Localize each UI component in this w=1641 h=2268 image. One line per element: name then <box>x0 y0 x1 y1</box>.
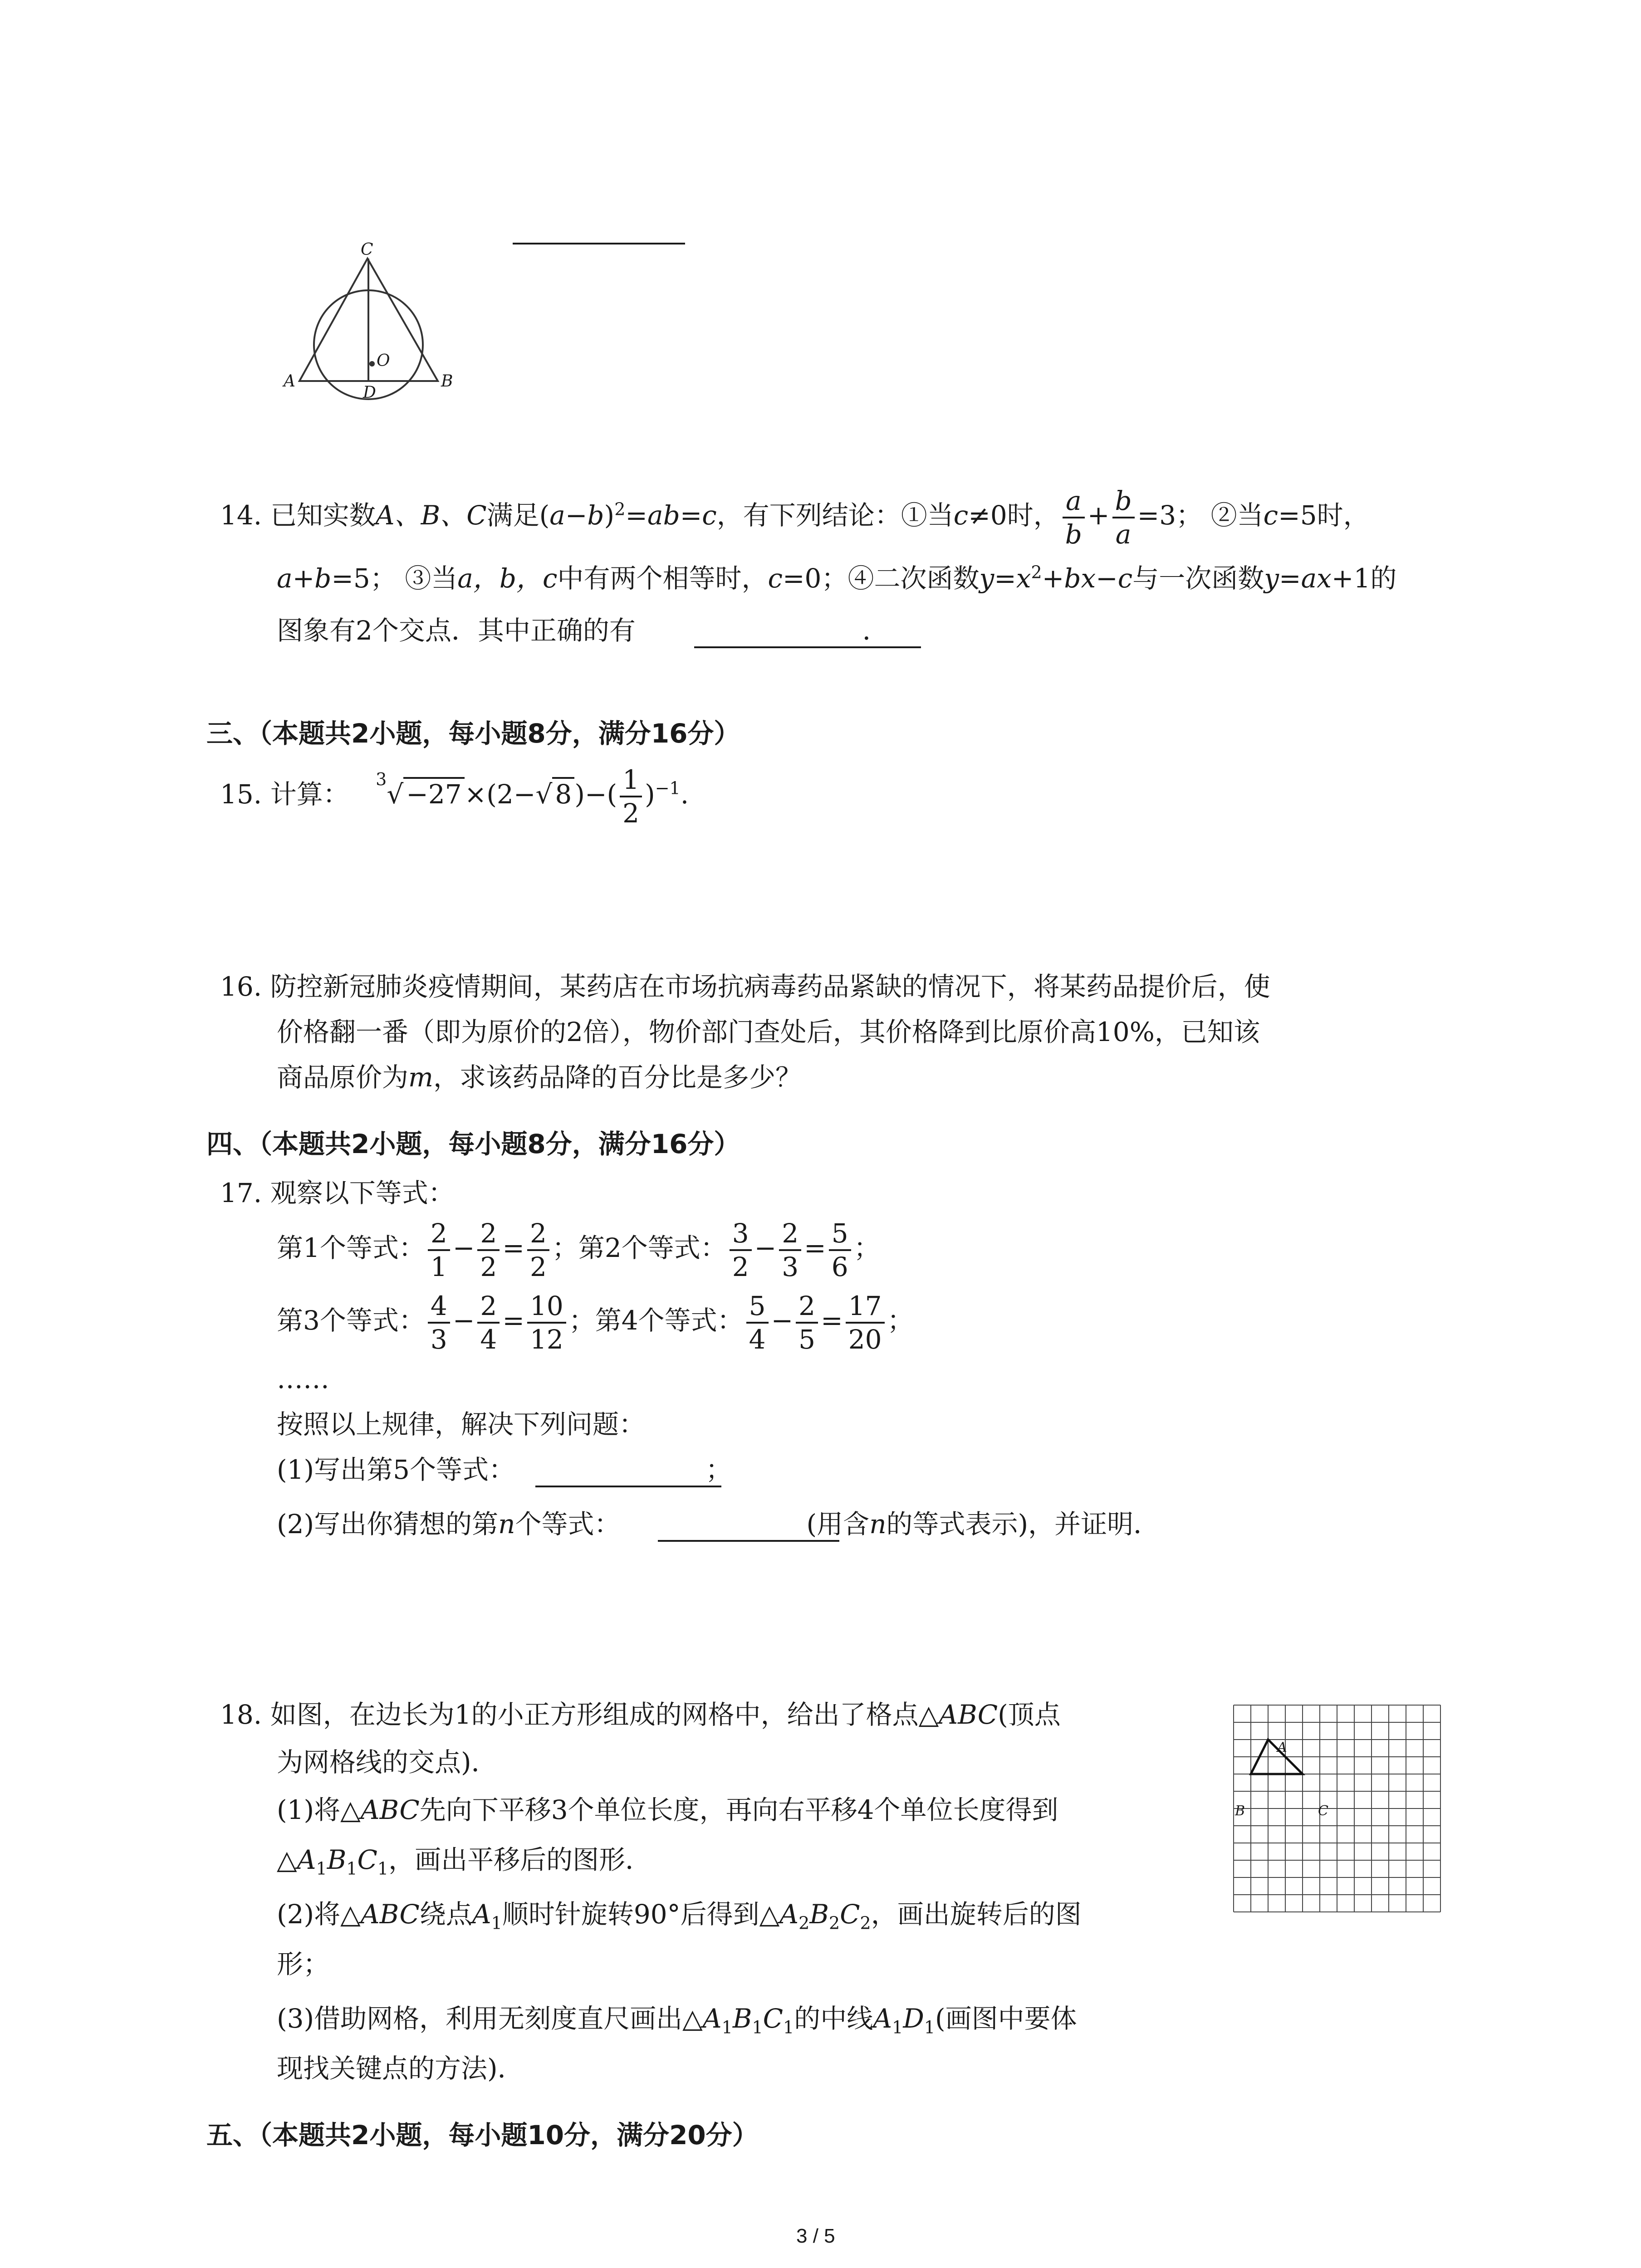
q18-part1-line1: (1)将△ABC先向下平移3个单位长度，再向右平移4个单位长度得到 <box>277 1794 1058 1825</box>
q17-eq1-frac-b: $\frac{2}{2}$ <box>477 1220 500 1280</box>
q17-eq2-frac-a: $\frac{3}{2}$ <box>730 1220 752 1280</box>
q18-part3-line2: 现找关键点的方法)． <box>277 2053 524 2084</box>
q18-line2: 为网格线的交点)． <box>277 1747 498 1778</box>
q17-eq1-frac-c: $\frac{2}{2}$ <box>527 1220 549 1280</box>
q18-label-a: A <box>1277 1740 1287 1755</box>
q15-frac-half: $\frac{1}{2}$ <box>620 767 642 826</box>
q14-frac-a-over-b: $\frac{a}{b}$ <box>1063 488 1085 547</box>
q13-label-a: A <box>284 372 295 391</box>
q18-part2-line2: 形； <box>277 1949 330 1980</box>
q17-eq3-frac-a: $\frac{4}{3}$ <box>428 1293 450 1353</box>
q14-frac-b-over-a: $\frac{b}{a}$ <box>1112 488 1135 547</box>
section-4-heading: 四、（本题共2小题，每小题8分，满分16分） <box>206 1129 740 1159</box>
q14-line1: 14. 已知实数A、B、C满足$(a-b)^2=ab=c$，有下列结论：①当c≠0时， $\frac{a}{b}$ + $\frac{b}{a}$ =3； ②当c=5时， <box>220 485 1370 550</box>
q16-line1: 16. 防控新冠肺炎疫情期间，某药店在市场抗病毒药品紧缺的情况下，将某药品提价后，使 <box>220 971 1270 1002</box>
q17-part2-blank[interactable] <box>658 1540 839 1542</box>
q13-circle-triangle-figure <box>286 245 476 426</box>
q18-part3-line1: (3)借助网格，利用无刻度直尺画出$\triangle A_1B_1C_1$的中线$A_1D_1$(画图中要体 <box>277 2003 1077 2038</box>
q17-intro: 17. 观察以下等式： <box>220 1178 455 1208</box>
q17-eq2-frac-b: $\frac{2}{3}$ <box>779 1220 801 1280</box>
q17-eq-row1: 第1个等式： $\frac{2}{1}$ − $\frac{2}{2}$ = $\frac{2}{2}$ ；第2个等式： $\frac{3}{2}$ − $\frac{2}{3}$ = $\frac{5}{6}$ ； <box>277 1218 880 1282</box>
q18-label-b: B <box>1235 1803 1245 1819</box>
q17-eq4-frac-c: $\frac{17}{20}$ <box>846 1293 885 1353</box>
q18-line1: 18. 如图，在边长为1的小正方形组成的网格中，给出了格点△ABC(顶点 <box>220 1699 1061 1730</box>
q13-label-d: D <box>363 383 376 402</box>
q17-part2: (2)写出你猜想的第n个等式： (用含n的等式表示)，并证明． <box>277 1509 1160 1540</box>
q17-rule: 按照以上规律，解决下列问题： <box>277 1409 646 1440</box>
q17-dots: …… <box>277 1364 329 1394</box>
q17-eq4-frac-a: $\frac{5}{4}$ <box>746 1293 769 1353</box>
q18-grid-figure <box>1232 1703 1445 1916</box>
q18-part2-line1: (2)将△ABC绕点$A_1$顺时针旋转90°后得到$\triangle A_2B_2C_2$，画出旋转后的图 <box>277 1899 1082 1933</box>
q15-line: 15. 计算： $^3$√ −27 ×(2−√ 8 )−( $\frac{1}{2}$ )$^{-1}$. <box>220 764 689 829</box>
q13-label-c: C <box>361 240 373 259</box>
q14-line3: 图象有2个交点．其中正确的有 ． <box>277 615 889 646</box>
q15-root-index: 3 <box>376 769 387 789</box>
q17-part1: (1)写出第5个等式： ； <box>277 1454 732 1485</box>
q18-label-c: C <box>1318 1803 1328 1819</box>
q15-cube-root: √ −27 <box>387 777 464 810</box>
q17-eq4-frac-b: $\frac{2}{5}$ <box>796 1293 818 1353</box>
q16-line2: 价格翻一番（即为原价的2倍），物价部门查处后，其价格降到比原价高10%，已知该 <box>277 1017 1260 1047</box>
section-5-heading: 五、（本题共2小题，每小题10分，满分20分） <box>206 2120 759 2151</box>
q17-eq1-frac-a: $\frac{2}{1}$ <box>428 1220 450 1280</box>
q13-label-o: O <box>377 352 390 370</box>
section-3-heading: 三、（本题共2小题，每小题8分，满分16分） <box>206 718 740 749</box>
q17-eq2-frac-c: $\frac{5}{6}$ <box>829 1220 851 1280</box>
q14-line2: a+b=5； ③当a，b，c中有两个相等时，c=0；④二次函数$y=x^2+bx-c$与一次函数y=ax+1的 <box>277 562 1397 594</box>
q17-eq3-frac-c: $\frac{10}{12}$ <box>527 1293 566 1353</box>
q15-sqrt-8: √ 8 <box>535 777 574 810</box>
q18-part1-line2: $\triangle A_1B_1C_1$，画出平移后的图形． <box>277 1844 652 1879</box>
q13-answer-blank[interactable] <box>513 243 685 244</box>
q14-answer-blank[interactable] <box>694 646 921 648</box>
q17-part1-blank[interactable] <box>535 1486 721 1487</box>
q13-label-b: B <box>441 372 453 391</box>
q17-eq-row2: 第3个等式： $\frac{4}{3}$ − $\frac{2}{4}$ = $\frac{10}{12}$ ；第4个等式： $\frac{5}{4}$ − $\frac{2}{5}$ = $\frac{17}{20}$ ； <box>277 1290 914 1355</box>
q16-line3: 商品原价为m，求该药品降的百分比是多少？ <box>277 1062 802 1093</box>
page-number: 3 / 5 <box>796 2225 835 2247</box>
q17-eq3-frac-b: $\frac{2}{4}$ <box>477 1293 500 1353</box>
